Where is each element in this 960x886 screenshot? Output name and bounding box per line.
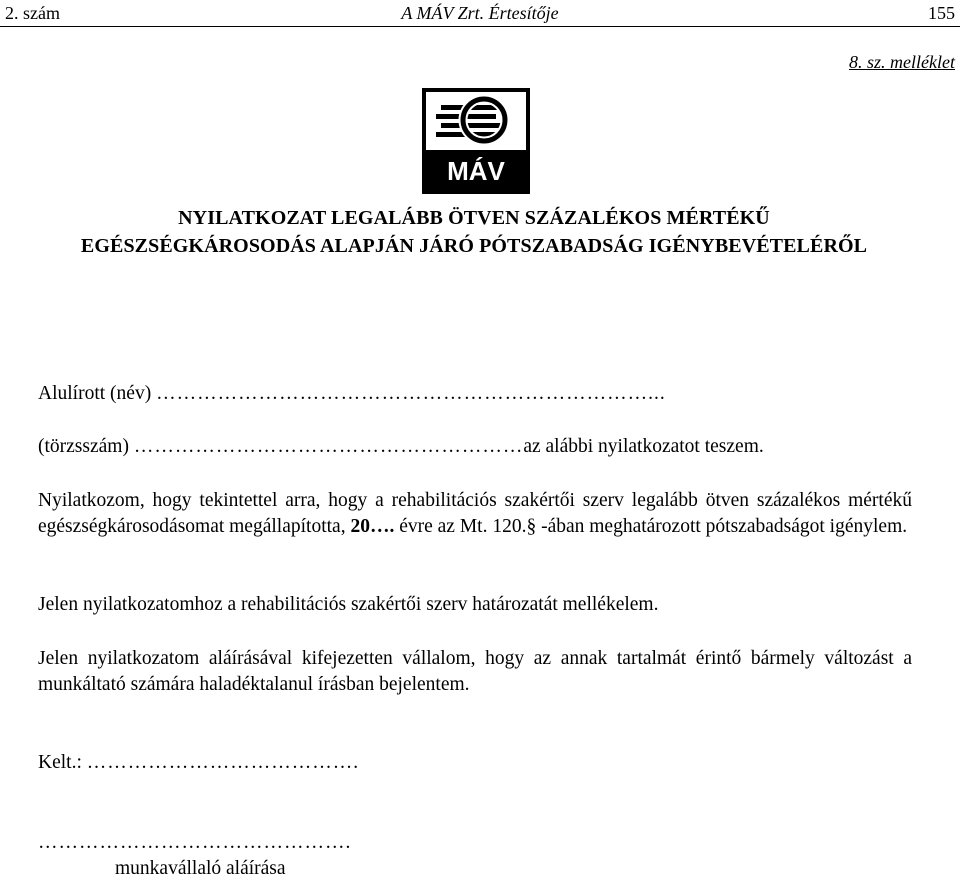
declaration-paragraph (38, 488, 912, 540)
declaration-text-1: Nyilatkozom, hogy tekintettel arra, hogy a rehabilitációs szakértői szerv legalább ötven százalékos mértékű egészségkárosodásomat megállapította, (38, 490, 912, 537)
name-label: Alulírott (név) (38, 383, 152, 404)
commitment-paragraph: Jelen nyilatkozatom aláírásával kifejezetten vállalom, hogy az annak tartalmát érintő bármely változást a munkáltató számára haladéktalanul írásban bejelentem. (38, 648, 912, 695)
name-field[interactable]: ………………………………………………………………... (156, 383, 666, 404)
page-number: 155 (928, 3, 955, 23)
attachment-paragraph: Jelen nyilatkozatomhoz a rehabilitációs szakértői szerv határozatát mellékelem. (38, 594, 659, 615)
publication-title: A MÁV Zrt. Értesítője (401, 3, 559, 23)
id-suffix: az alábbi nyilatkozatot teszem. (523, 436, 764, 457)
annex-label: 8. sz. melléklet (849, 52, 955, 72)
signature-line (38, 832, 351, 854)
issue-number: 2. szám (5, 3, 60, 23)
id-label: (törzsszám) (38, 436, 129, 457)
date-label: Kelt.: (38, 752, 82, 773)
id-field-row (38, 436, 764, 458)
signature-field[interactable]: ………………………………………. (38, 832, 352, 853)
date-field[interactable]: …………………………………. (86, 752, 360, 773)
logo-text: MÁV (447, 156, 505, 186)
document-title-line1: NYILATKOZAT LEGALÁBB ÖTVEN SZÁZALÉKOS MÉRTÉKŰ (178, 207, 770, 229)
year-field[interactable]: 20…. (350, 516, 395, 537)
mav-logo (422, 88, 530, 194)
document-title-line2: EGÉSZSÉGKÁROSODÁS ALAPJÁN JÁRÓ PÓTSZABADSÁG IGÉNYBEVÉTELÉRŐL (80, 235, 868, 257)
id-field[interactable]: ………………………………………………… (133, 436, 524, 457)
name-field-row (38, 383, 666, 405)
signature-label: munkavállaló aláírása (115, 858, 286, 879)
date-row (38, 752, 359, 774)
declaration-text-2: évre az Mt. 120.§ -ában meghatározott pótszabadságot igénylem. (399, 516, 908, 537)
page-header (0, 0, 960, 27)
mav-railway-logo-icon (422, 88, 530, 194)
